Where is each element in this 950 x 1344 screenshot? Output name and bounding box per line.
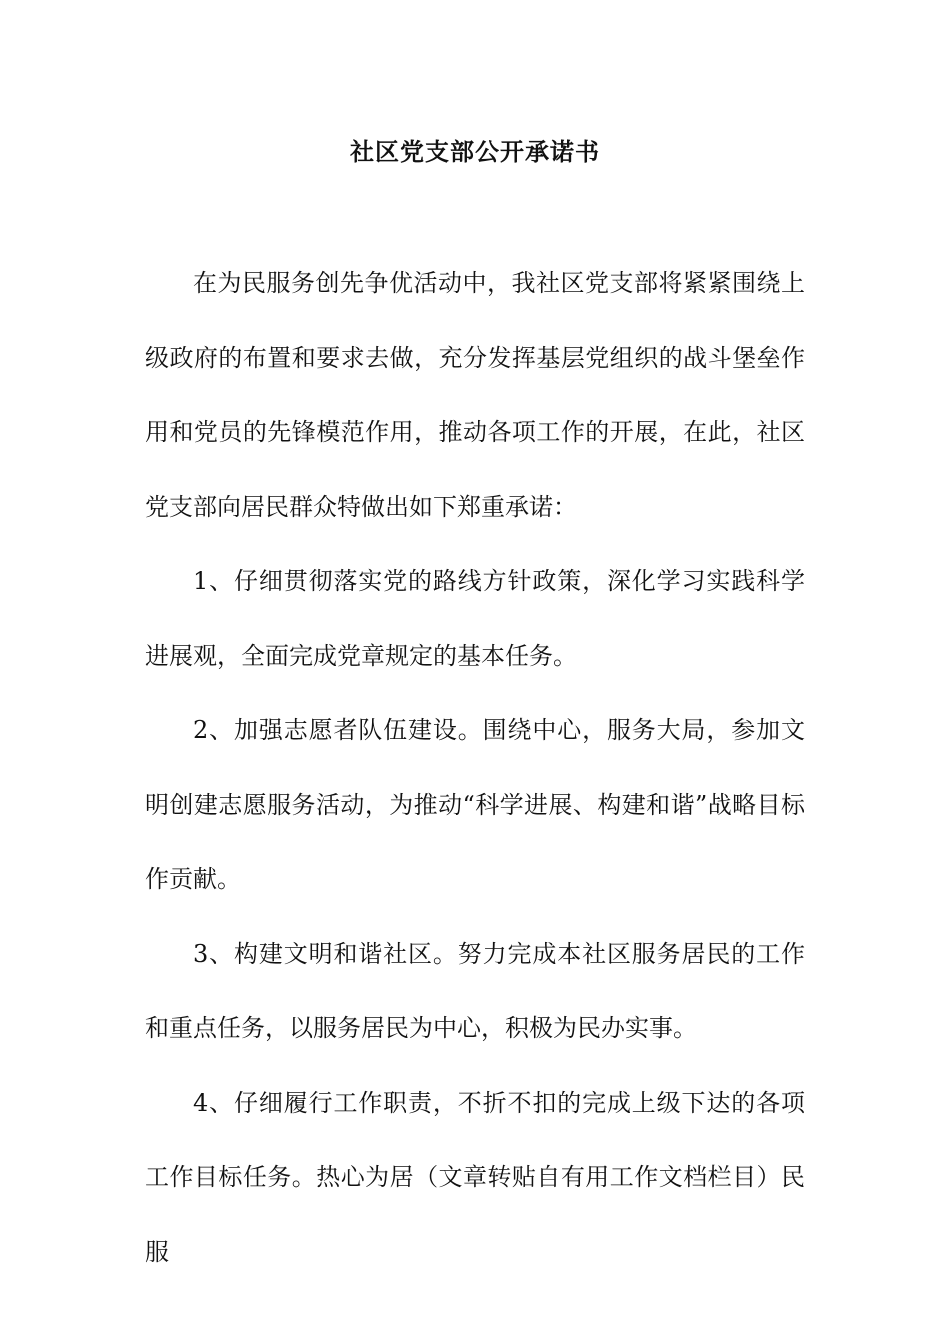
document-body	[145, 246, 805, 1289]
paragraph-item-1: 1、仔细贯彻落实党的路线方针政策，深化学习实践科学进展观，全面完成党章规定的基本任务。	[145, 567, 805, 670]
document-title: 社区党支部公开承诺书	[350, 137, 600, 166]
paragraph-item-4: 4、仔细履行工作职责，不折不扣的完成上级下达的各项工作目标任务。热心为居（文章转贴自有用工作文档栏目）民服	[145, 1088, 805, 1266]
paragraph-intro: 在为民服务创先争优活动中，我社区党支部将紧紧围绕上级政府的布置和要求去做，充分发挥基层党组织的战斗堡垒作用和党员的先锋模范作用，推动各项工作的开展，在此，社区党支部向居民群众特做出如下郑重承诺：	[145, 269, 805, 521]
paragraph-item-3: 3、构建文明和谐社区。努力完成本社区服务居民的工作和重点任务，以服务居民为中心，积极为民办实事。	[145, 939, 805, 1042]
paragraph-item-2: 2、加强志愿者队伍建设。围绕中心，服务大局，参加文明创建志愿服务活动，为推动“科学进展、构建和谐”战略目标作贡献。	[145, 716, 805, 893]
